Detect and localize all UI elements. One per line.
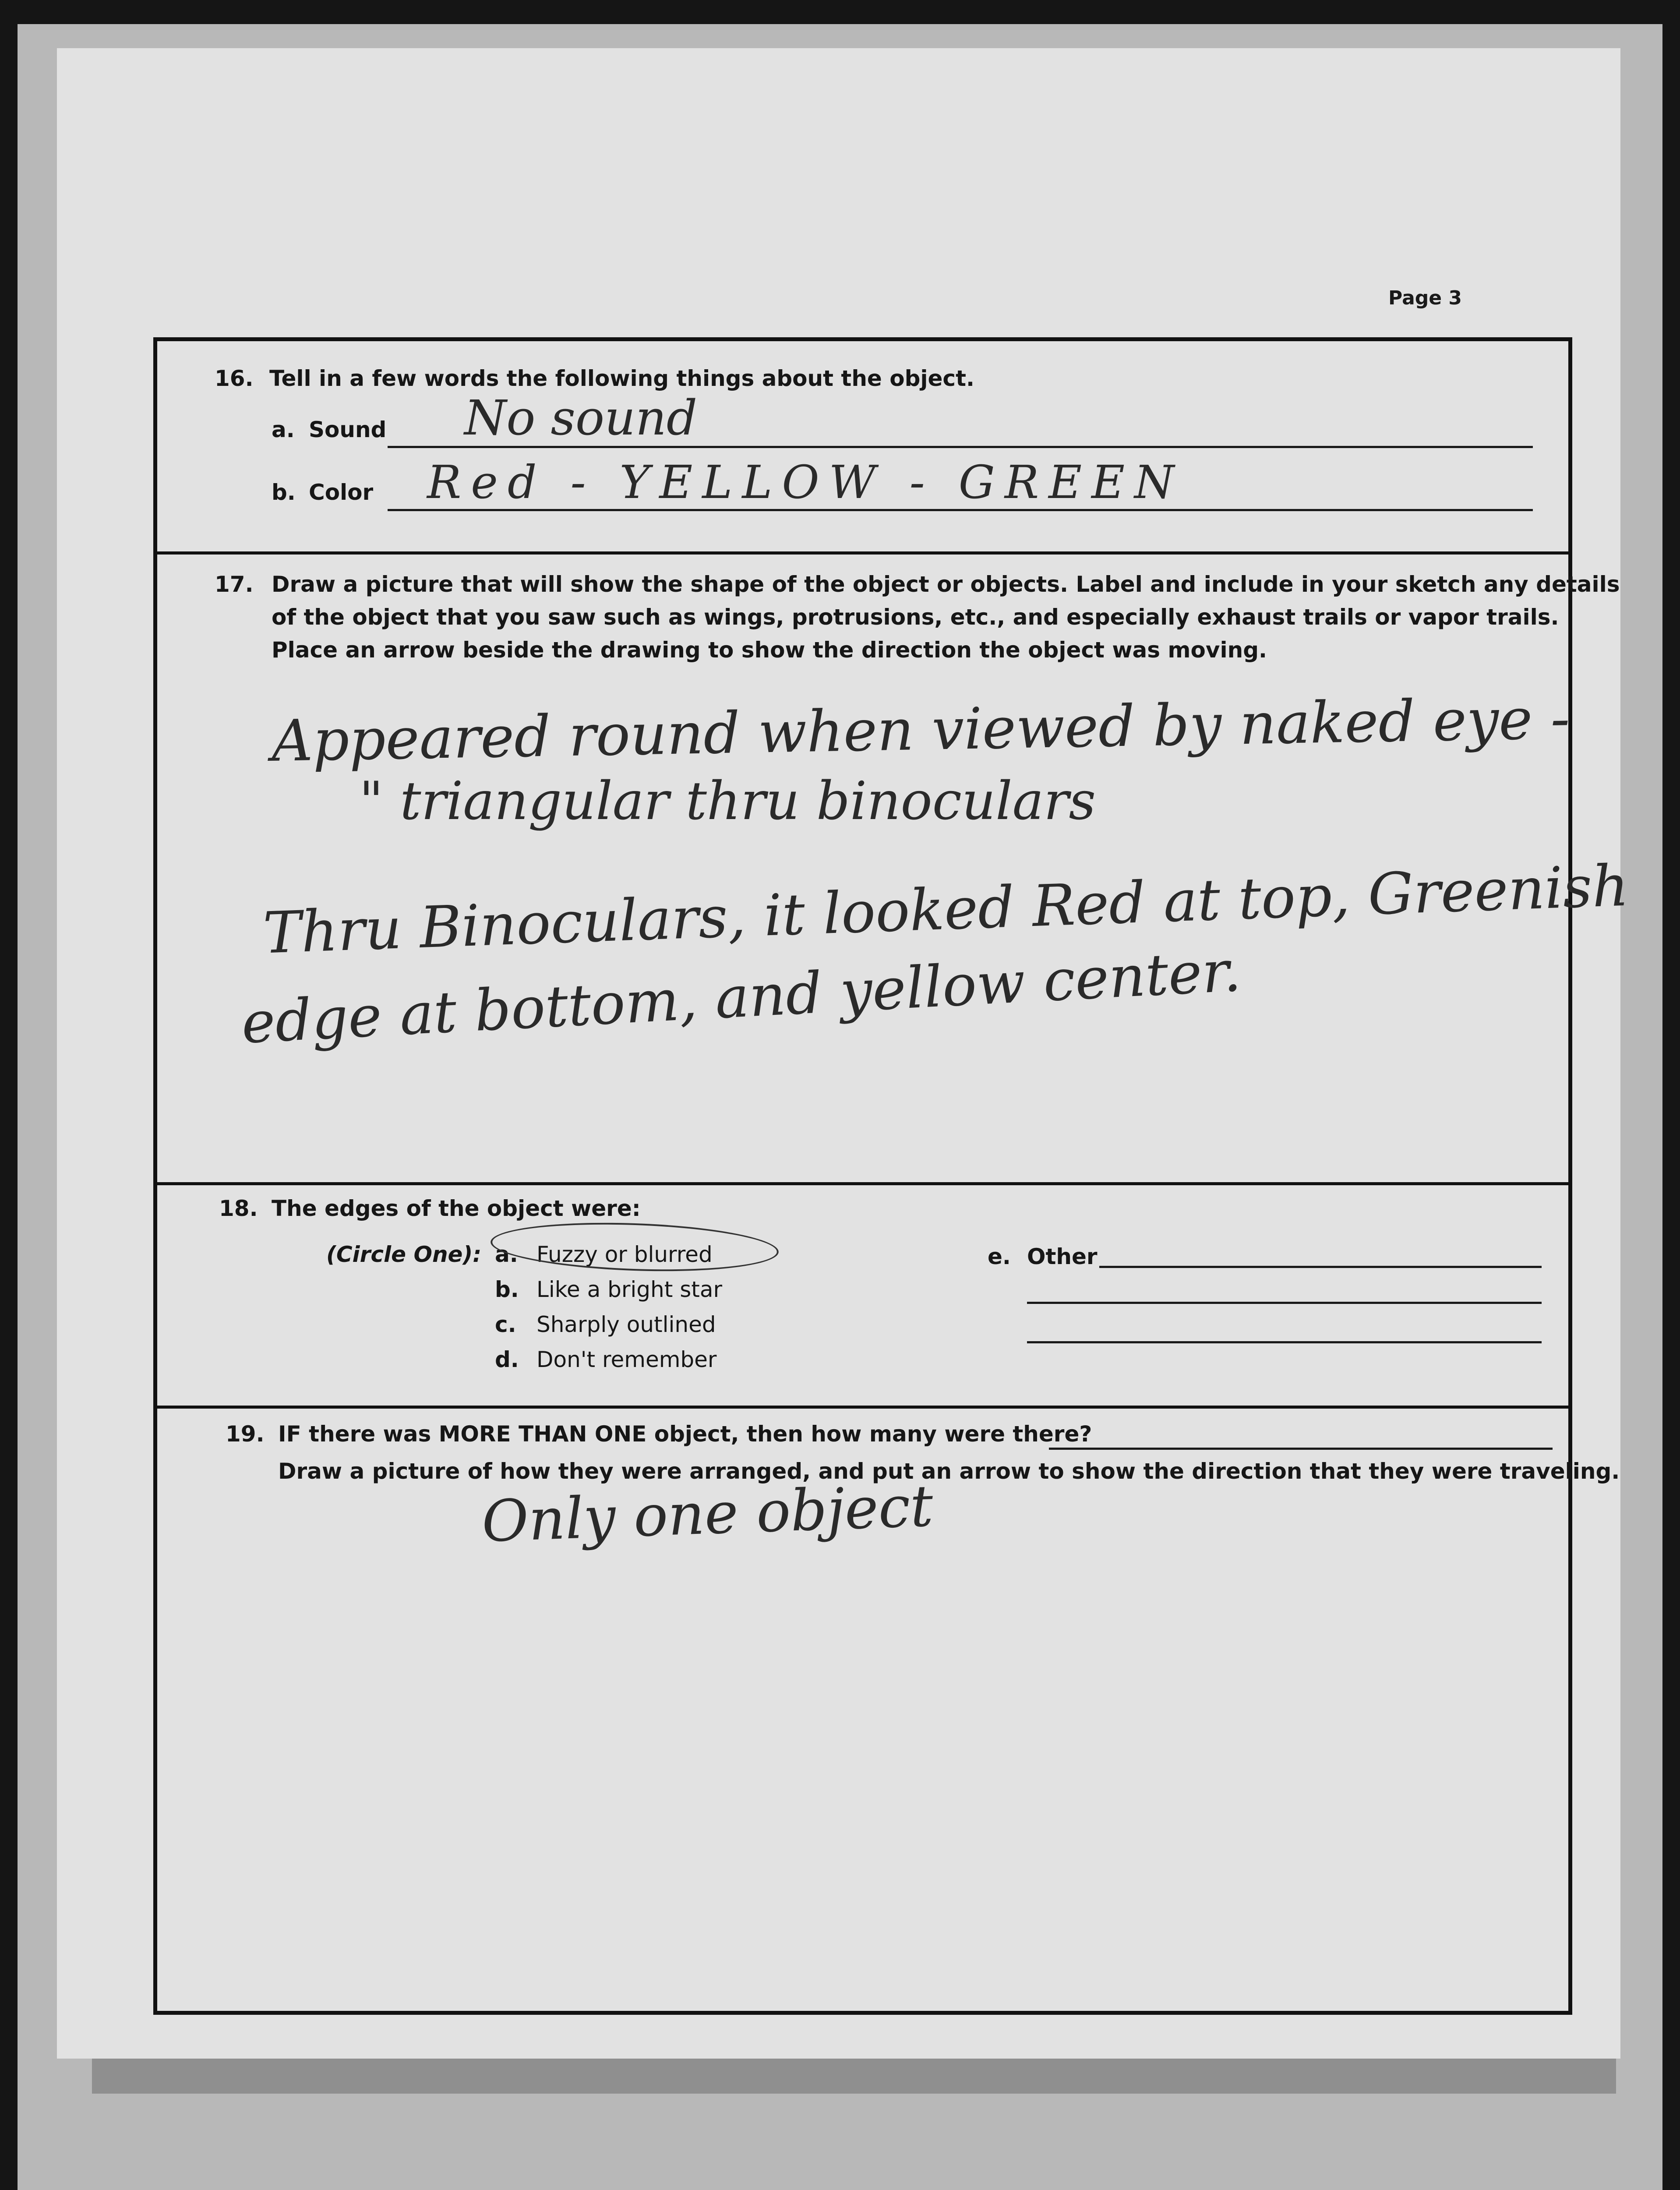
q16a-label: Sound: [309, 417, 387, 442]
option-a-text: Fuzzy or blurred: [536, 1242, 713, 1267]
color-answer-line: [388, 509, 1533, 511]
q17-handwriting-2: " triangular thru binoculars: [359, 771, 1096, 832]
sound-answer: No sound: [464, 390, 698, 446]
q18-prompt: The edges of the object were:: [272, 1196, 641, 1221]
q17-handwriting-4: edge at bottom, and yellow center.: [240, 937, 1243, 1056]
q16-prompt: Tell in a few words the following things about the object.: [269, 366, 974, 391]
q19-number: 19.: [226, 1421, 265, 1447]
q16b-label: Color: [309, 480, 374, 505]
other-line-2: [1027, 1302, 1542, 1304]
q17-handwriting-1: Appeared round when viewed by naked eye -: [271, 685, 1571, 774]
q19-instruction: Draw a picture of how they were arranged, and put an arrow to show the direction that they were traveling.: [278, 1459, 1620, 1484]
q16b-letter: b.: [272, 480, 296, 505]
page-shadow-strip: [92, 2059, 1616, 2094]
option-c-text: Sharply outlined: [536, 1312, 716, 1337]
q17-number: 17.: [215, 572, 254, 597]
option-e-label: Other: [1027, 1244, 1098, 1269]
other-line-1: [1099, 1266, 1542, 1268]
option-d-text: Don't remember: [536, 1347, 717, 1372]
q16a-letter: a.: [272, 417, 295, 442]
q17-line-2: of the object that you saw such as wings, protrusions, etc., and especially exhaust trails or vapor trails.: [272, 604, 1559, 630]
q17-handwriting-3: Thru Binoculars, it looked Red at top, Greenish: [262, 852, 1630, 967]
option-d-letter: d.: [495, 1347, 519, 1372]
option-e-letter: e.: [988, 1244, 1011, 1269]
q18-number: 18.: [219, 1196, 258, 1221]
q17-line-1: Draw a picture that will show the shape of the object or objects. Label and include in your sketch any details: [272, 572, 1620, 597]
divider-18-19: [157, 1406, 1568, 1409]
page-number: Page 3: [1388, 287, 1462, 309]
q17-line-3: Place an arrow beside the drawing to show the direction the object was moving.: [272, 637, 1267, 663]
option-a-letter: a.: [495, 1242, 518, 1267]
count-answer-line: [1049, 1448, 1553, 1450]
other-line-3: [1027, 1341, 1542, 1343]
circle-one-label: (Circle One):: [326, 1242, 482, 1267]
q16-number: 16.: [215, 366, 254, 391]
divider-17-18: [157, 1182, 1568, 1185]
divider-16-17: [157, 551, 1568, 555]
q19-prompt: IF there was MORE THAN ONE object, then how many were there?: [278, 1421, 1092, 1447]
q19-handwritten-answer: Only one object: [480, 1473, 935, 1555]
sound-answer-line: [388, 446, 1533, 448]
option-b-letter: b.: [495, 1277, 519, 1302]
option-c-letter: c.: [495, 1312, 516, 1337]
option-b-text: Like a bright star: [536, 1277, 723, 1302]
color-answer: Red - YELLOW - GREEN: [427, 456, 1184, 509]
